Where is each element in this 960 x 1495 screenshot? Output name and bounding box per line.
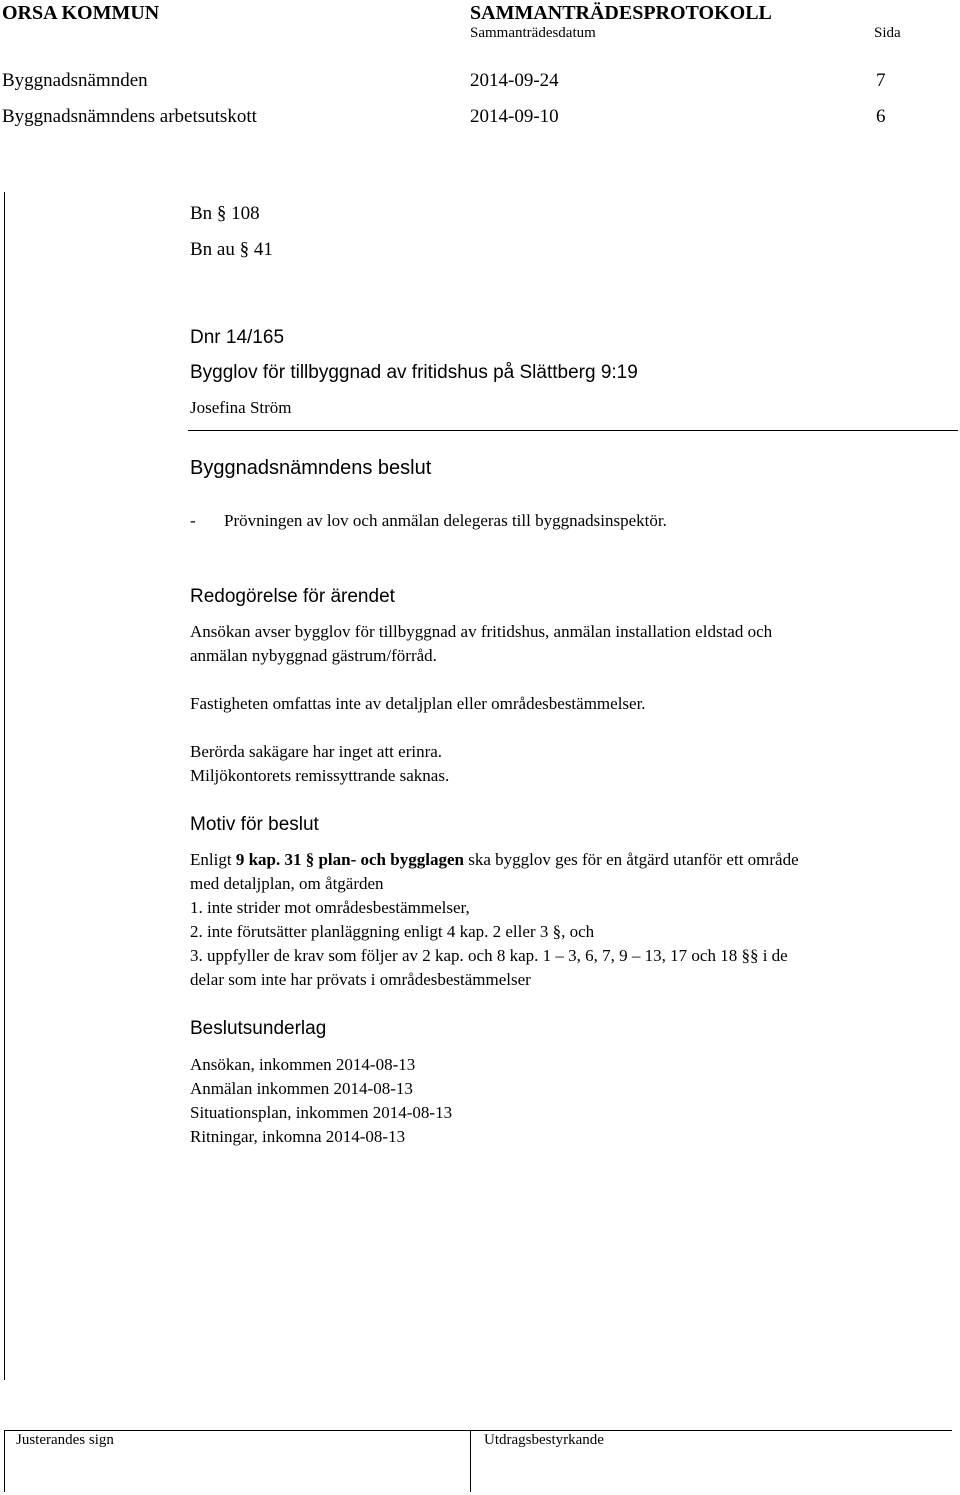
left-margin-line <box>4 192 5 1380</box>
decision-text: Prövningen av lov och anmälan delegeras till byggnadsinspektör. <box>224 511 667 530</box>
motive-heading: Motiv för beslut <box>190 814 319 835</box>
motive-line1-suffix: ska bygglov ges för en åtgärd utanför ett område <box>463 850 799 869</box>
footer-top-line <box>4 1430 952 1431</box>
title-divider <box>188 430 958 431</box>
meeting-date-1: 2014-09-24 <box>470 70 559 91</box>
case-officer: Josefina Ström <box>190 398 292 417</box>
bn-paragraph-ref: Bn § 108 <box>190 203 260 224</box>
page-number-2: 6 <box>876 106 886 127</box>
motive-line2: med detaljplan, om åtgärden <box>190 874 384 893</box>
account-p2: Fastigheten omfattas inte av detaljplan eller områdesbestämmelser. <box>190 694 646 713</box>
motive-item-3-cont: delar som inte har prövats i områdesbestämmelser <box>190 970 531 989</box>
account-p1-line2: anmälan nybyggnad gästrum/förråd. <box>190 646 437 665</box>
account-p3-line1: Berörda sakägare har inget att erinra. <box>190 742 443 761</box>
law-reference: 9 kap. 31 § plan- och bygglagen <box>235 850 464 869</box>
body-name-1: Byggnadsnämnden <box>2 70 148 91</box>
motive-item-3: 3. uppfyller de krav som följer av 2 kap. och 8 kap. 1 – 3, 6, 7, 9 – 13, 17 och 18 §§ i de <box>190 946 788 965</box>
document-type: SAMMANTRÄDESPROTOKOLL <box>470 2 772 24</box>
basis-item: Situationsplan, inkommen 2014-08-13 <box>190 1103 453 1122</box>
motive-line1-prefix: Enligt <box>190 850 236 869</box>
decision-heading: Byggnadsnämndens beslut <box>190 457 432 479</box>
meeting-date-2: 2014-09-10 <box>470 106 559 127</box>
case-title: Bygglov för tillbyggnad av fritidshus på Slättberg 9:19 <box>190 362 638 383</box>
footer-left-edge <box>4 1430 5 1492</box>
motive-line1 <box>190 850 799 870</box>
basis-heading: Beslutsunderlag <box>190 1018 327 1039</box>
basis-item: Ansökan, inkommen 2014-08-13 <box>190 1055 416 1074</box>
extract-certification-label: Utdragsbestyrkande <box>484 1432 604 1448</box>
motive-item-2: 2. inte förutsätter planläggning enligt 4 kap. 2 eller 3 §, och <box>190 922 595 941</box>
signature-label: Justerandes sign <box>16 1432 114 1448</box>
bn-au-paragraph-ref: Bn au § 41 <box>190 239 273 260</box>
footer-divider <box>470 1430 471 1492</box>
basis-item: Ritningar, inkomna 2014-08-13 <box>190 1127 406 1146</box>
account-heading: Redogörelse för ärendet <box>190 586 395 607</box>
date-label: Sammanträdesdatum <box>470 25 596 41</box>
body-name-2: Byggnadsnämndens arbetsutskott <box>2 106 257 127</box>
motive-item-1: 1. inte strider mot områdesbestämmelser, <box>190 898 470 917</box>
decision-bullet: - <box>190 511 196 530</box>
account-p1-line1: Ansökan avser bygglov för tillbyggnad av fritidshus, anmälan installation eldstad och <box>190 622 773 641</box>
page-label: Sida <box>874 25 901 41</box>
account-p3-line2: Miljökontorets remissyttrande saknas. <box>190 766 450 785</box>
basis-item: Anmälan inkommen 2014-08-13 <box>190 1079 413 1098</box>
case-number: Dnr 14/165 <box>190 327 285 348</box>
org-name: ORSA KOMMUN <box>2 2 160 24</box>
page-number-1: 7 <box>876 70 886 91</box>
